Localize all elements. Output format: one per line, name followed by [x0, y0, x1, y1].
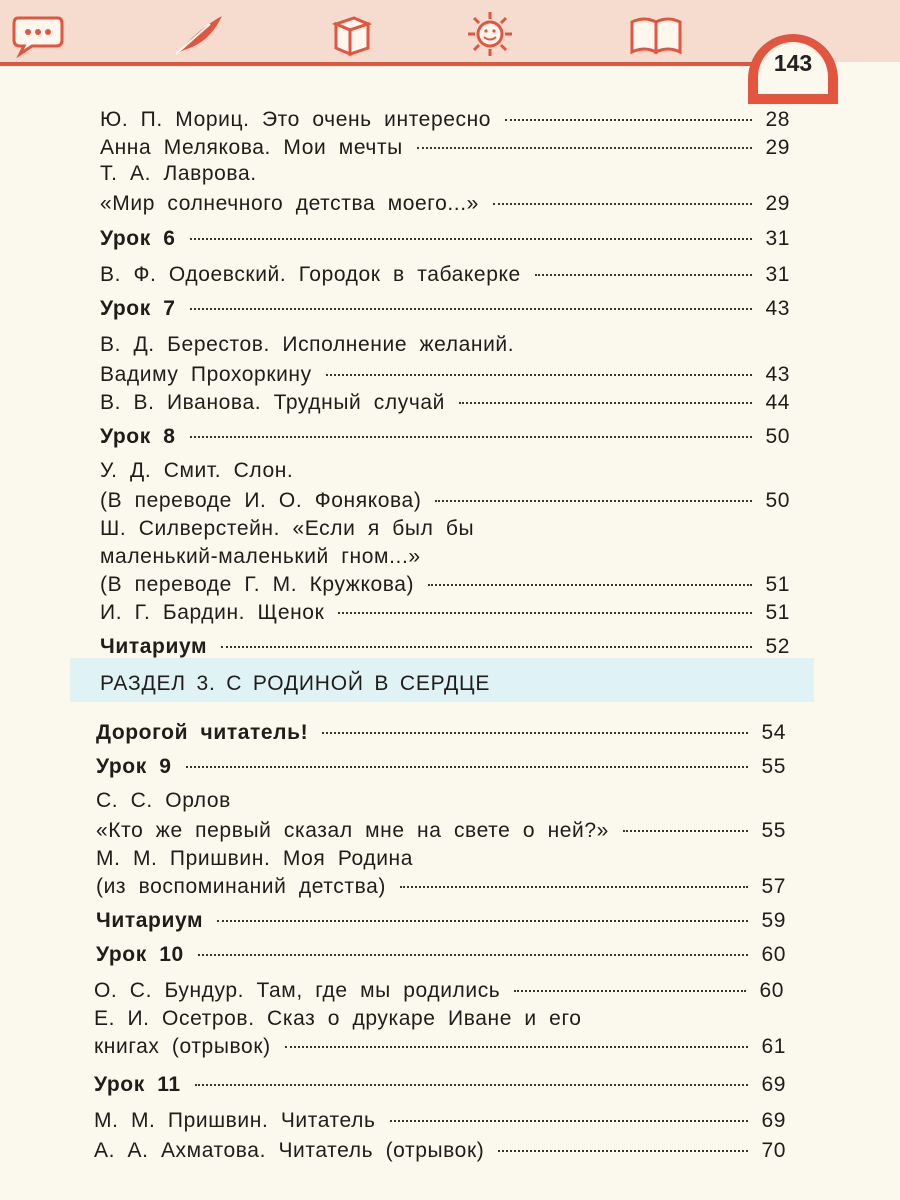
toc-entry	[100, 458, 293, 484]
dot-leader	[435, 500, 752, 502]
dot-leader	[428, 584, 752, 586]
toc-entry[interactable]	[94, 978, 784, 1004]
entry-page: 51	[765, 573, 790, 596]
dot-leader	[623, 830, 748, 832]
dot-leader	[390, 1120, 748, 1122]
dot-leader	[190, 238, 752, 240]
entry-page: 57	[761, 875, 786, 898]
toc-entry[interactable]	[100, 362, 790, 388]
entry-title: М. М. Пришвин. Моя Родина	[96, 847, 414, 870]
entry-page: 51	[765, 601, 790, 624]
toc-entry	[96, 846, 413, 872]
toc-entry	[94, 1006, 582, 1032]
entry-page: 69	[761, 1109, 786, 1132]
toc-entry[interactable]	[100, 600, 790, 626]
dot-leader	[198, 954, 748, 956]
toc-entry	[96, 788, 231, 814]
entry-title: О. С. Бундур. Там, где мы родились	[94, 979, 501, 1002]
lesson-title: Урок 7	[100, 297, 176, 320]
lesson-title: Урок 6	[100, 227, 176, 250]
entry-title: (из воспоминаний детства)	[96, 875, 387, 898]
lesson-title: Урок 8	[100, 425, 176, 448]
dot-leader	[498, 1150, 748, 1152]
toc-lesson[interactable]	[100, 296, 790, 322]
entry-title: Ш. Силверстейн. «Если я был бы	[100, 517, 475, 540]
toc-lesson[interactable]	[96, 754, 786, 780]
dot-leader	[326, 374, 752, 376]
entry-page: 44	[765, 391, 790, 414]
entry-page: 50	[765, 489, 790, 512]
toc-lesson[interactable]	[96, 942, 786, 968]
toc-entry	[100, 544, 421, 570]
entry-title: А. А. Ахматова. Читатель (отрывок)	[94, 1139, 485, 1162]
entry-title: В. Ф. Одоевский. Городок в табакерке	[100, 263, 521, 286]
toc-entry[interactable]	[94, 1108, 786, 1134]
entry-page: 54	[761, 721, 786, 744]
dot-leader	[514, 990, 746, 992]
dot-leader	[535, 274, 752, 276]
entry-page: 59	[761, 909, 786, 932]
dot-leader	[493, 203, 752, 205]
toc-entry[interactable]	[100, 262, 790, 288]
entry-page: 60	[759, 979, 784, 1002]
toc-lesson[interactable]	[100, 424, 790, 450]
entry-page: 29	[765, 192, 790, 215]
toc-entry[interactable]	[100, 107, 790, 133]
dot-leader	[459, 402, 752, 404]
toc-entry[interactable]	[100, 191, 790, 217]
entry-title: маленький-маленький гном...»	[100, 545, 421, 568]
toc-readarium[interactable]	[100, 634, 790, 660]
dot-leader	[322, 732, 748, 734]
lesson-title: Читариум	[100, 635, 208, 658]
dot-leader	[195, 1084, 748, 1086]
toc-entry	[100, 161, 257, 187]
entry-title: У. Д. Смит. Слон.	[100, 459, 294, 482]
entry-page: 70	[761, 1139, 786, 1162]
toc-foreword[interactable]	[96, 720, 786, 746]
toc-entry[interactable]	[94, 1138, 786, 1164]
toc-lesson[interactable]	[100, 226, 790, 252]
toc-entry[interactable]	[94, 1034, 786, 1060]
entry-page: 28	[765, 108, 790, 131]
dot-leader	[285, 1046, 748, 1048]
toc-entry	[100, 332, 514, 358]
toc-entry	[100, 516, 474, 542]
toc-entry[interactable]	[96, 818, 786, 844]
entry-title: (В переводе Г. М. Кружкова)	[100, 573, 415, 596]
entry-title: (В переводе И. О. Фонякова)	[100, 489, 422, 512]
toc-entry[interactable]	[100, 488, 790, 514]
entry-title: В. Д. Берестов. Исполнение желаний.	[100, 333, 515, 356]
dot-leader	[417, 147, 752, 149]
section-title: РАЗДЕЛ 3. С РОДИНОЙ В СЕРДЦЕ	[100, 672, 491, 695]
dot-leader	[400, 886, 748, 888]
dot-leader	[190, 436, 752, 438]
lesson-title: Урок 10	[96, 943, 184, 966]
entry-title: В. В. Иванова. Трудный случай	[100, 391, 445, 414]
dot-leader	[221, 646, 752, 648]
entry-page: 55	[761, 755, 786, 778]
dot-leader	[338, 612, 752, 614]
entry-title: И. Г. Бардин. Щенок	[100, 601, 325, 624]
toc-lesson[interactable]	[94, 1072, 786, 1098]
entry-page: 61	[761, 1035, 786, 1058]
lesson-title: Урок 9	[96, 755, 172, 778]
entry-title: М. М. Пришвин. Читатель	[94, 1109, 376, 1132]
entry-title: книгах (отрывок)	[94, 1035, 271, 1058]
entry-page: 50	[765, 425, 790, 448]
dot-leader	[217, 920, 748, 922]
entry-title: Вадиму Прохоркину	[100, 363, 312, 386]
lesson-title: Читариум	[96, 909, 204, 932]
entry-page: 69	[761, 1073, 786, 1096]
page-number: 143	[773, 50, 813, 76]
toc-readarium[interactable]	[96, 908, 786, 934]
entry-title: «Кто же первый сказал мне на свете о ней?»	[96, 819, 609, 842]
entry-page: 31	[765, 263, 790, 286]
toc-entry[interactable]	[100, 572, 790, 598]
toc-entry[interactable]	[100, 135, 790, 161]
entry-title: Е. И. Осетров. Сказ о друкаре Иване и его	[94, 1007, 582, 1030]
entry-title: Ю. П. Мориц. Это очень интересно	[100, 108, 492, 131]
toc-entry[interactable]	[96, 874, 786, 900]
entry-page: 43	[765, 363, 790, 386]
entry-page: 31	[765, 227, 790, 250]
entry-page: 55	[761, 819, 786, 842]
entry-page: 60	[761, 943, 786, 966]
entry-page: 29	[765, 136, 790, 159]
dot-leader	[190, 308, 752, 310]
entry-title: «Мир солнечного детства моего...»	[100, 192, 479, 215]
entry-title: Анна Мелякова. Мои мечты	[100, 136, 403, 159]
entry-page: 43	[765, 297, 790, 320]
dot-leader	[186, 766, 748, 768]
dot-leader	[505, 119, 752, 121]
lesson-title: Урок 11	[94, 1073, 181, 1096]
entry-title: Т. А. Лаврова.	[100, 162, 257, 185]
toc-entry[interactable]	[100, 390, 790, 416]
entry-title: С. С. Орлов	[96, 789, 231, 812]
entry-page: 52	[765, 635, 790, 658]
lesson-title: Дорогой читатель!	[96, 721, 309, 744]
